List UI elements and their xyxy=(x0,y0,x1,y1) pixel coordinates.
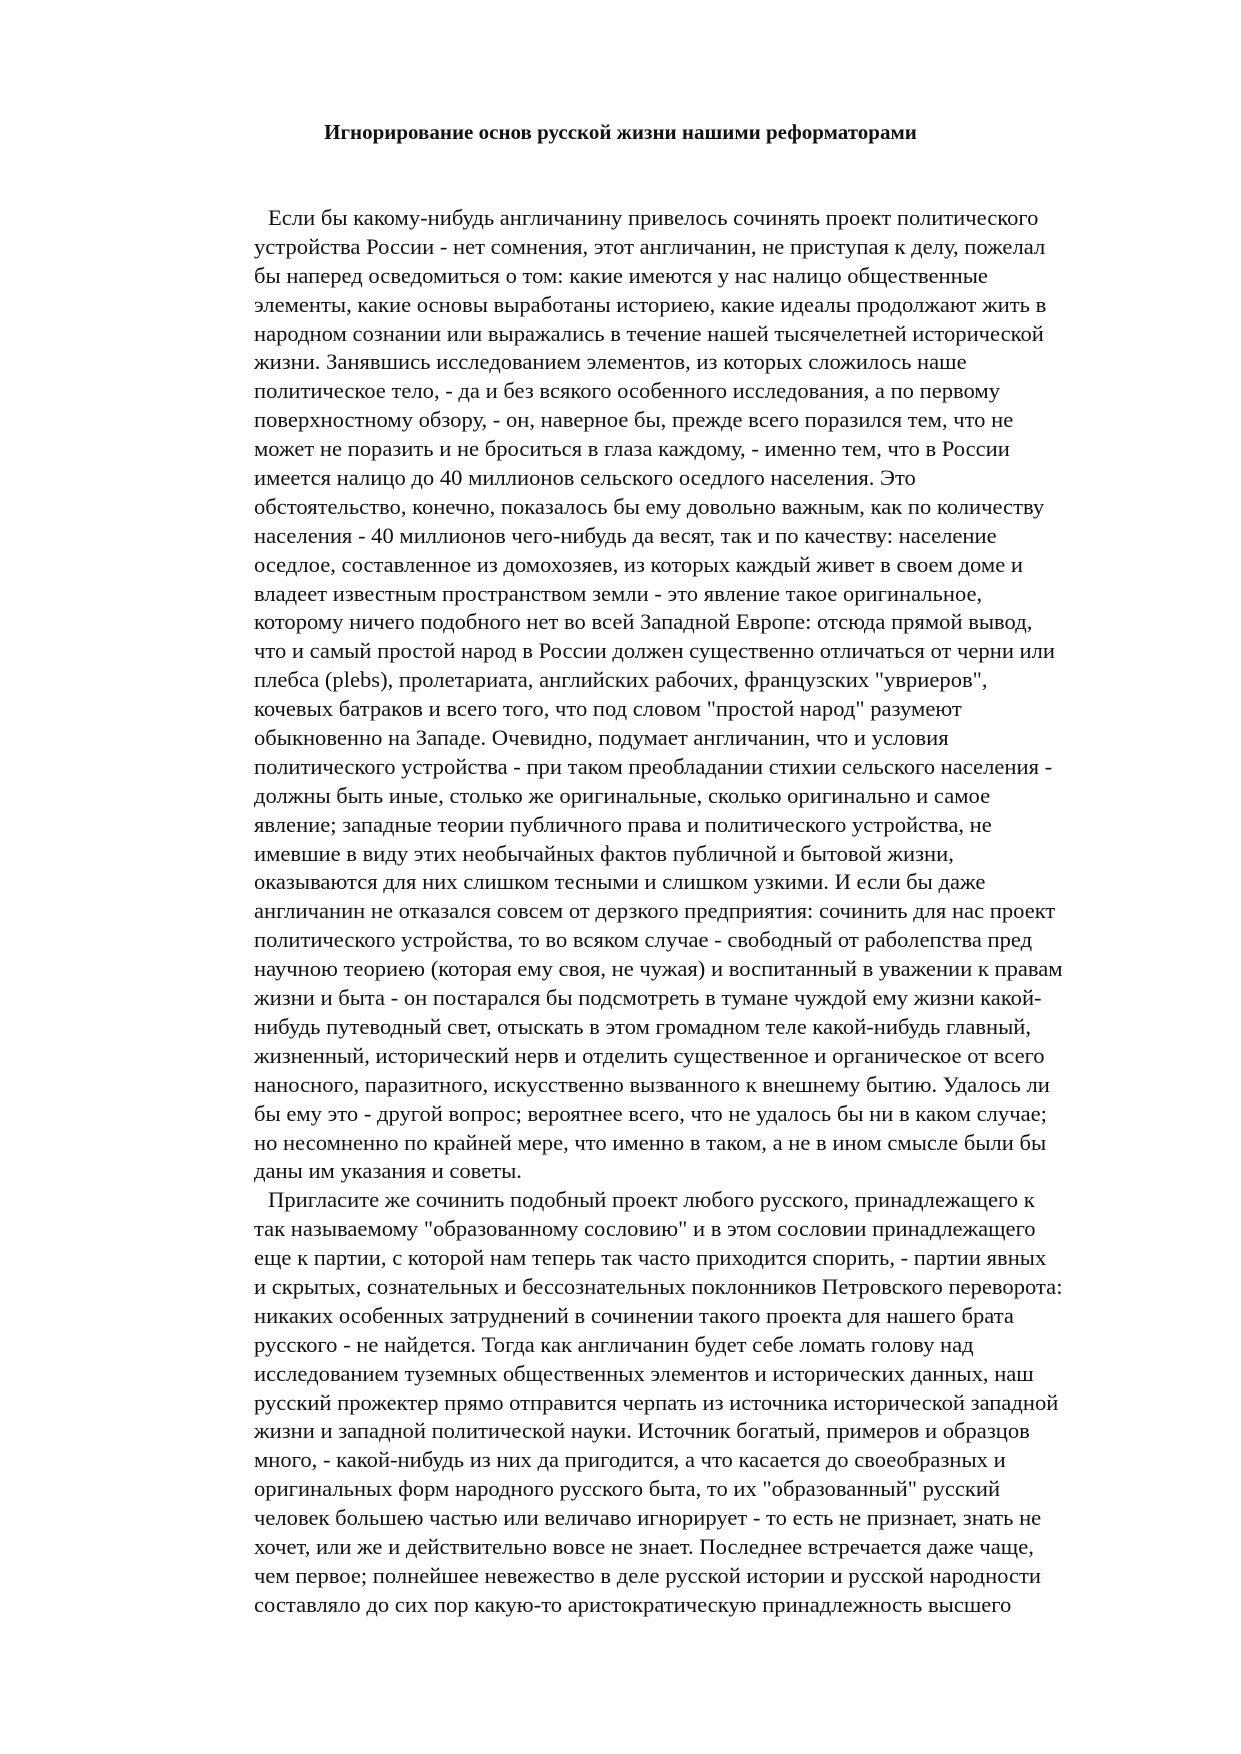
paragraph-line: русский прожектер прямо отправится черпать из источника исторической западной xyxy=(254,1389,1059,1415)
paragraph-line: жизни. Занявшись исследованием элементов, из которых сложилось наше xyxy=(254,349,967,375)
paragraph-line: хочет, или же и действительно вовсе не знает. Последнее встречается даже чаще, xyxy=(254,1533,1034,1559)
paragraph-line: оказываются для них слишком тесными и слишком узкими. И если бы даже xyxy=(254,869,986,895)
paragraph-line: даны им указания и советы. xyxy=(254,1158,522,1184)
paragraph-line: политическое тело, - да и без всякого особенного исследования, а по первому xyxy=(254,378,1001,404)
paragraph-line: никаких особенных затруднений в сочинении такого проекта для нашего брата xyxy=(254,1302,1014,1328)
paragraph-line: устройства России - нет сомнения, этот англичанин, не приступая к делу, пожелал xyxy=(254,233,1046,259)
paragraph-line: народном сознании или выражались в течение нашей тысячелетней исторической xyxy=(254,320,1044,346)
paragraph-line: населения - 40 миллионов чего-нибудь да весят, так и по качеству: население xyxy=(254,522,997,548)
paragraph-line: Пригласите же сочинить подобный проект любого русского, принадлежащего к xyxy=(268,1187,1035,1213)
paragraph-line: жизни и западной политической науки. Источник богатый, примеров и образцов xyxy=(254,1418,1030,1444)
paragraph-line: наносного, паразитного, искусственно вызванного к внешнему бытию. Удалось ли xyxy=(254,1071,1050,1097)
paragraph-line: владеет известным пространством земли - это явление такое оригинальное, xyxy=(254,580,983,606)
paragraph-line: оригинальных форм народного русского быта, то их "образованный" русский xyxy=(254,1476,1001,1502)
paragraph-line: кочевых батраков и всего того, что под словом "простой народ" разумеют xyxy=(254,696,962,722)
paragraph-line: элементы, какие основы выработаны историею, какие идеалы продолжают жить в xyxy=(254,291,1047,317)
paragraph-line: политического устройства, то во всяком случае - свободный от раболепства пред xyxy=(254,927,1033,953)
paragraph-line: бы наперед осведомиться о том: какие имеются у нас налицо общественные xyxy=(254,262,988,288)
paragraph-line: бы ему это - другой вопрос; вероятнее всего, что не удалось бы ни в каком случае; xyxy=(254,1100,1047,1126)
paragraph-line: должны быть иные, столько же оригинальные, сколько оригинально и самое xyxy=(254,782,991,808)
paragraph-line: поверхностному обзору, - он, наверное бы, прежде всего поразился тем, что не xyxy=(254,407,1014,433)
paragraph-line: политического устройства - при таком преобладании стихии сельского населения - xyxy=(254,753,1053,779)
paragraph-line: имевшие в виду этих необычайных фактов публичной и бытовой жизни, xyxy=(254,840,954,866)
paragraph-line: научною теориею (которая ему своя, не чужая) и воспитанный в уважении к правам xyxy=(254,956,1063,982)
paragraph xyxy=(254,1186,1154,1619)
document-title: Игнорирование основ русской жизни нашими реформаторами xyxy=(324,120,917,144)
paragraph-line: составляло до сих пор какую-то аристократическую принадлежность высшего xyxy=(254,1591,1012,1617)
paragraph-line: имеется налицо до 40 миллионов сельского оседлого населения. Это xyxy=(254,465,916,491)
paragraph-line: человек большею частью или величаво игнорирует - то есть не признает, знать не xyxy=(254,1505,1042,1531)
paragraph-line: исследованием туземных общественных элементов и исторических данных, наш xyxy=(254,1360,1034,1386)
paragraph-line: чем первое; полнейшее невежество в деле русской истории и русской народности xyxy=(254,1562,1042,1588)
paragraph-line: которому ничего подобного нет во всей Западной Европе: отсюда прямой вывод, xyxy=(254,609,1033,635)
paragraph-line: нибудь путеводный свет, отыскать в этом громадном теле какой-нибудь главный, xyxy=(254,1013,1032,1039)
paragraph-line: жизни и быта - он постарался бы подсмотреть в тумане чуждой ему жизни какой- xyxy=(254,985,1042,1011)
paragraph-line: что и самый простой народ в России должен существенно отличаться от черни или xyxy=(254,638,1056,664)
paragraph-line: еще к партии, с которой нам теперь так часто приходится спорить, - партии явных xyxy=(254,1245,1047,1271)
paragraph-line: жизненный, исторический нерв и отделить существенное и органическое от всего xyxy=(254,1042,1045,1068)
paragraph-line: но несомненно по крайней мере, что именно в таком, а не в ином смысле были бы xyxy=(254,1129,1047,1155)
paragraph-line: явление; западные теории публичного права и политического устройства, не xyxy=(254,811,992,837)
paragraph-line: обыкновенно на Западе. Очевидно, подумает англичанин, что и условия xyxy=(254,725,949,751)
paragraph-line: обстоятельство, конечно, показалось бы ему довольно важным, как по количеству xyxy=(254,493,1045,519)
paragraph-line: может не поразить и не броситься в глаза каждому, - именно тем, что в России xyxy=(254,436,1010,462)
paragraph-line: и скрытых, сознательных и бессознательных поклонников Петровского переворота: xyxy=(254,1273,1063,1299)
paragraph-line: много, - какой-нибудь из них да пригодится, а что касается до своеобразных и xyxy=(254,1447,1006,1473)
paragraph-line: плебса (plebs), пролетариата, английских рабочих, французских "увриеров", xyxy=(254,667,988,693)
document-body xyxy=(254,204,1154,1620)
paragraph-line: англичанин не отказался совсем от дерзкого предприятия: сочинить для нас проект xyxy=(254,898,1056,924)
paragraph-line: оседлое, составленное из домохозяев, из которых каждый живет в своем доме и xyxy=(254,551,1023,577)
paragraph-line: русского - не найдется. Тогда как англичанин будет себе ломать голову над xyxy=(254,1331,974,1357)
paragraph xyxy=(254,204,1154,1186)
paragraph-line: Если бы какому-нибудь англичанину привелось сочинять проект политического xyxy=(268,205,1039,230)
paragraph-line: так называемому "образованному сословию" и в этом сословии принадлежащего xyxy=(254,1216,1036,1242)
